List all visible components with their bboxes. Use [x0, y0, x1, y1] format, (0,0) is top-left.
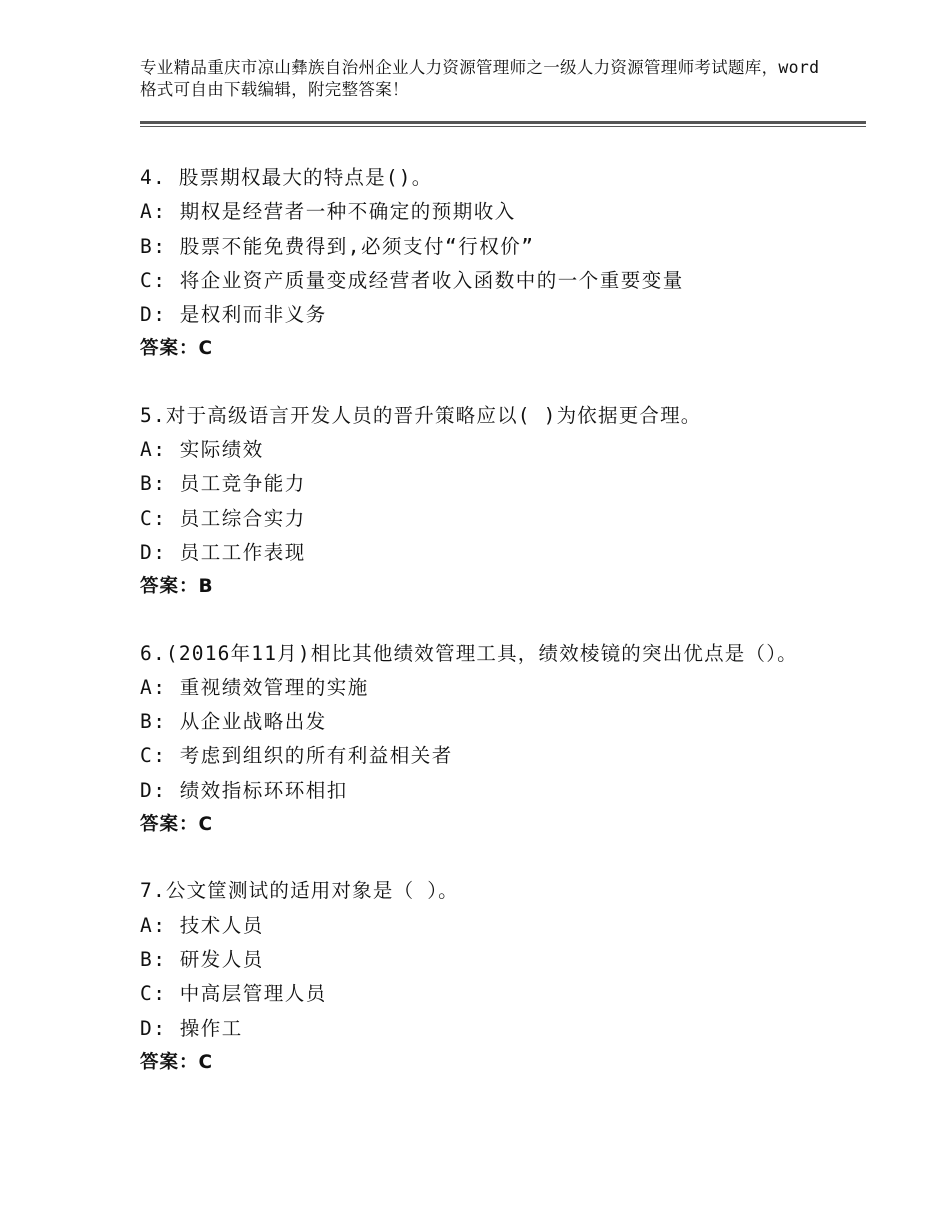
answer-line: 答案：B — [140, 576, 214, 598]
question-7 — [140, 874, 830, 1080]
question-stem: 5.对于高级语言开发人员的晋升策略应以( )为依据更合理。 — [140, 403, 702, 427]
option-a: A: 技术人员 — [140, 913, 264, 937]
question-5 — [140, 399, 830, 605]
option-c: C: 将企业资产质量变成经营者收入函数中的一个重要变量 — [140, 268, 684, 292]
question-6 — [140, 637, 830, 843]
answer-line: 答案：C — [140, 814, 214, 836]
option-a: A: 期权是经营者一种不确定的预期收入 — [140, 200, 516, 224]
option-b: B: 研发人员 — [140, 947, 264, 971]
option-b: B: 员工竞争能力 — [140, 472, 306, 496]
question-stem: 7.公文筐测试的适用对象是（ ）。 — [140, 879, 459, 903]
option-a: A: 重视绩效管理的实施 — [140, 675, 369, 699]
header-divider — [140, 121, 866, 124]
option-c: C: 考虑到组织的所有利益相关者 — [140, 744, 453, 768]
answer-line: 答案：C — [140, 1051, 214, 1073]
question-list — [140, 161, 830, 1112]
option-d: D: 员工工作表现 — [140, 540, 306, 564]
option-d: D: 操作工 — [140, 1016, 243, 1040]
option-d: D: 绩效指标环环相扣 — [140, 778, 348, 802]
option-a: A: 实际绩效 — [140, 438, 264, 462]
answer-line: 答案：C — [140, 338, 214, 360]
document-header: 专业精品重庆市凉山彝族自治州企业人力资源管理师之一级人力资源管理师考试题库，word格式可自由下载编辑，附完整答案！ — [140, 58, 820, 99]
option-b: B: 从企业战略出发 — [140, 710, 327, 734]
question-stem: 4. 股票期权最大的特点是()。 — [140, 166, 433, 189]
option-c: C: 员工综合实力 — [140, 506, 306, 530]
option-d: D: 是权利而非义务 — [140, 303, 327, 327]
header-divider-thin — [140, 126, 866, 127]
option-c: C: 中高层管理人员 — [140, 982, 327, 1006]
option-b: B: 股票不能免费得到,必须支付“行权价” — [140, 234, 535, 258]
question-4 — [140, 161, 830, 367]
question-stem: 6.(2016年11月)相比其他绩效管理工具，绩效棱镜的突出优点是（）。 — [140, 641, 798, 665]
